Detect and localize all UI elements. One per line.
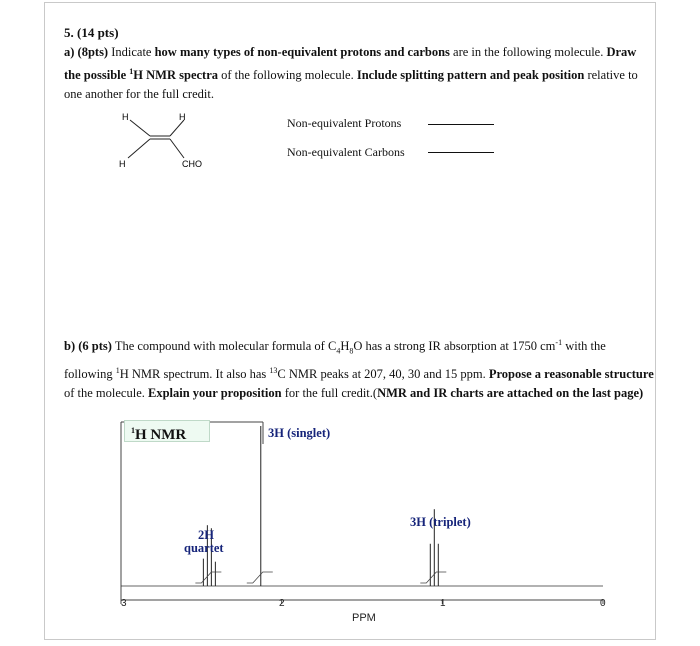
tick-label-0: 0 <box>600 598 606 609</box>
label-quartet-integration: 2H <box>198 528 214 542</box>
integration-singlet <box>247 572 273 583</box>
bond-top-right <box>170 120 184 136</box>
tick-label-3: 3 <box>121 598 127 609</box>
bond-bottom-right <box>170 139 184 158</box>
answer-line-protons[interactable] <box>428 124 494 125</box>
bond-bottom-left <box>128 139 150 158</box>
label-singlet: 3H (singlet) <box>268 426 331 440</box>
tick-label-1: 1 <box>440 598 446 609</box>
nmr-chart <box>111 418 609 632</box>
label-triplet: 3H (triplet) <box>410 515 471 529</box>
bond-top-left <box>130 120 150 136</box>
integration-quartet <box>195 572 221 583</box>
x-axis-label: PPM <box>352 612 376 624</box>
tick-label-2: 2 <box>279 598 285 609</box>
group-cho: CHO <box>182 159 202 169</box>
atom-h-bottom-left: H <box>119 159 126 169</box>
integration-triplet <box>420 572 446 583</box>
atom-h-top-left: H <box>122 112 129 122</box>
nmr-spectrum-svg <box>111 418 609 632</box>
nmr-title: $^1$H NMR <box>124 420 210 442</box>
prompt-carbons: Non-equivalent Carbons <box>287 145 405 159</box>
molecule-structure <box>112 110 232 180</box>
atom-h-top-right: H <box>179 112 186 122</box>
part-b-text: b) (6 pts) The compound with molecular formula of $C_4H_8O$ has a strong IR absorption at 1750 $cm^{-1}$ with the following $^1$H NMR spectrum. It also has $^{13}$C NMR peaks at 207, 40, 30 and 15 ppm. Propose a reasonable structure of the molecule. Explain your proposition for the full credit.(NMR and IR charts are attached on the last page) <box>64 338 654 400</box>
answer-line-carbons[interactable] <box>428 152 494 153</box>
part-a-text: a) (8pts) Indicate how many types of non-equivalent protons and carbons are in the following molecule. Draw the possible $^1$H NMR spectra of the following molecule. Include splitting pattern and peak position relative to one another for the full credit. <box>64 45 638 102</box>
prompt-protons: Non-equivalent Protons <box>287 116 402 130</box>
label-quartet-multiplicity: quartet <box>184 541 224 555</box>
question-title: 5. (14 pts) <box>64 25 119 40</box>
